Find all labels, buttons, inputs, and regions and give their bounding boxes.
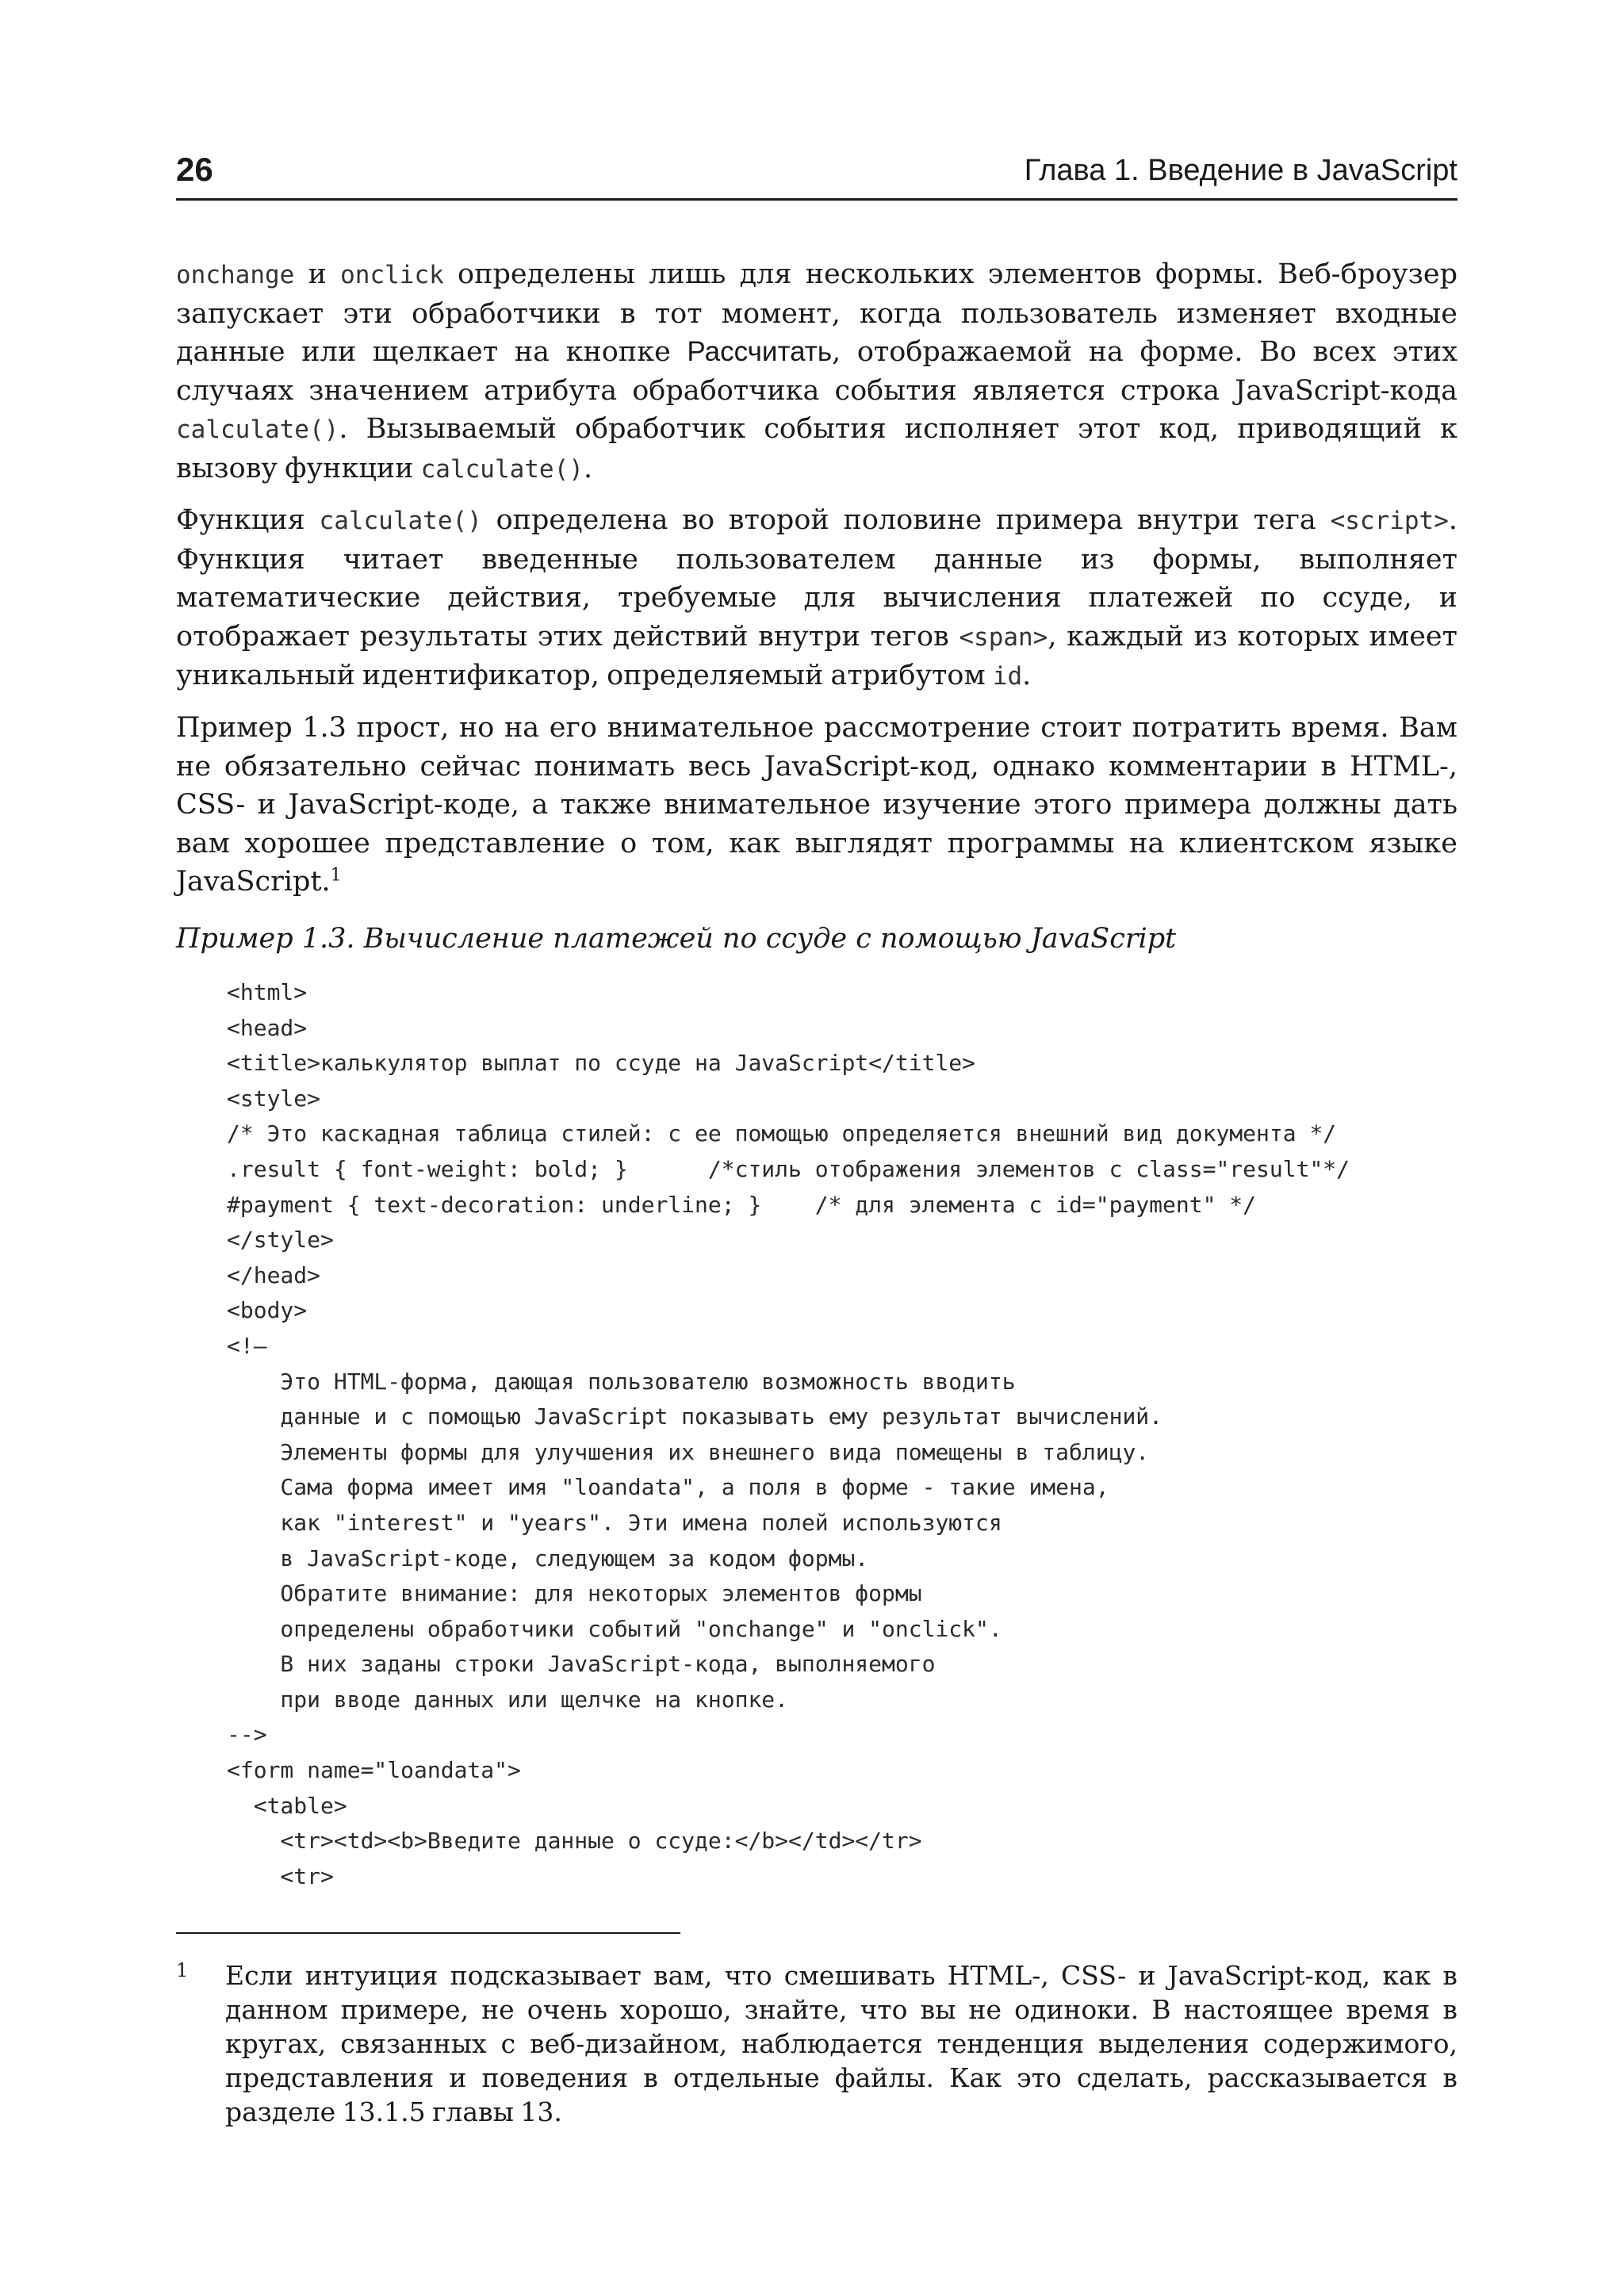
footnote-divider xyxy=(176,1932,680,1934)
code-line: <title>калькулятор выплат по ссуде на JavaScript</title> xyxy=(227,1050,976,1077)
code-line: /* Это каскадная таблица стилей: с ее помощью определяется внешний вид документа */ xyxy=(227,1120,1337,1147)
code-line: при вводе данных или щелчке на кнопке. xyxy=(227,1686,789,1713)
code-line: <tr> xyxy=(227,1862,334,1889)
code-listing xyxy=(227,975,1464,1894)
code-line: <head> xyxy=(227,1014,308,1041)
inline-code-id: id xyxy=(992,662,1023,691)
paragraph-2-text-2: определена во второй половине примера внутри тега xyxy=(481,504,1331,536)
code-line: <table> xyxy=(227,1792,347,1819)
example-caption: Пример 1.3. Вычисление платежей по ссуде с помощью JavaScript xyxy=(176,923,1177,955)
code-line: данные и с помощью JavaScript показывать ему результат вычислений. xyxy=(227,1403,1163,1430)
code-line: <form name="loandata"> xyxy=(227,1757,521,1784)
code-line: Элементы формы для улучшения их внешнего вида помещены в таблицу. xyxy=(227,1438,1150,1465)
footnote-text: Если интуиция подсказывает вам, что смешивать HTML-, CSS- и JavaScript-код, как в данном примере, не очень хорошо, знайте, что вы не одиноки. В настоящее время в кругах, связанных с веб-дизайном, наблюдается тенденция выделения содержимого, представления и поведения в отдельные файлы. Как это сделать, рассказывается в разделе 13.1.5 главы 13. xyxy=(225,1960,1457,2127)
paragraph-1 xyxy=(176,255,1457,488)
inline-code-calculate: calculate() xyxy=(319,507,482,535)
paragraph-1-text-4: . Вызываемый обработчик события исполняет этот код, приводящий к вызову функции xyxy=(176,413,1457,484)
code-line: <html> xyxy=(227,979,308,1005)
running-title: Глава 1. Введение в JavaScript xyxy=(1024,154,1457,187)
page-header xyxy=(176,147,1457,201)
code-line: </style> xyxy=(227,1227,334,1254)
paragraph-3 xyxy=(176,709,1457,902)
paragraph-2-text-3: . Функция читает введенные пользователем данные из формы, выполняет математические действия, требуемые для вычисления платежей по ссуде, и отображает результаты этих действий внутри тегов xyxy=(176,504,1458,653)
inline-code-onclick: onclick xyxy=(340,261,444,289)
paragraph-1-text-2: определены лишь для нескольких элементов формы. Веб-броузер запускает эти обработчики в тот момент, когда пользователь изменяет входные данные или щелкает на кнопке xyxy=(176,258,1457,368)
code-line: </head> xyxy=(227,1261,321,1288)
code-line: #payment { text-decoration: underline; } /* для элемента с id="payment" */ xyxy=(227,1191,1257,1218)
code-line: Сама форма имеет имя "loandata", а поля в форме - такие имена, xyxy=(227,1474,1109,1501)
code-line: <!– xyxy=(227,1332,267,1359)
code-line: В них заданы строки JavaScript-кода, выполняемого xyxy=(227,1651,936,1678)
code-line: Обратите внимание: для некоторых элементов формы xyxy=(227,1580,922,1607)
code-line: .result { font-weight: bold; } /*стиль отображения элементов с class="result"*/ xyxy=(227,1155,1350,1182)
inline-code-onchange: onchange xyxy=(176,261,295,289)
paragraph-2-text-4: , каждый из которых имеет уникальный идентификатор, определяемый атрибутом xyxy=(176,620,1457,691)
code-line: Это HTML-форма, дающая пользователю возможность вводить xyxy=(227,1368,1016,1395)
inline-code-calculate: calculate() xyxy=(176,415,339,444)
code-line: <style> xyxy=(227,1085,321,1112)
button-name-reference: Рассчитать xyxy=(687,336,833,367)
page-number: 26 xyxy=(176,151,213,188)
footnote-reference[interactable]: 1 xyxy=(330,865,342,886)
code-line: как "interest" и "years". Эти имена полей используются xyxy=(227,1509,1002,1536)
footnote-mark: 1 xyxy=(176,1959,189,1981)
code-line: <tr><td><b>Введите данные о ссуде:</b></td></tr> xyxy=(227,1828,922,1855)
inline-code-script-tag: <script> xyxy=(1330,507,1449,535)
paragraph-2-text-1: Функция xyxy=(176,504,320,536)
footnote xyxy=(176,1958,1457,2129)
code-line: <body> xyxy=(227,1297,308,1324)
code-line: в JavaScript-коде, следующем за кодом формы. xyxy=(227,1545,869,1571)
paragraph-3-text: Пример 1.3 прост, но на его внимательное рассмотрение стоит потратить время. Вам не обязательно сейчас понимать весь JavaScript-код, однако комментарии в HTML-, CSS- и JavaScript-коде, а также внимательное изучение этого примера должны дать вам хорошее представление о том, как выглядят программы на клиентском языке JavaScript. xyxy=(176,712,1457,898)
code-line: определены обработчики событий "onchange" и "onclick". xyxy=(227,1615,1002,1642)
paragraph-1-text-1: и xyxy=(294,258,341,290)
paragraph-1-text-3: , отображаемой на форме. Во всех этих случаях значением атрибута обработчика события является строка JavaScript-кода xyxy=(176,336,1457,407)
inline-code-span-tag: <span> xyxy=(959,622,1048,652)
inline-code-calculate: calculate() xyxy=(420,454,584,484)
paragraph-2-text-5: . xyxy=(1022,660,1032,691)
paragraph-1-text-5: . xyxy=(583,452,593,484)
paragraph-2 xyxy=(176,501,1457,696)
code-line: --> xyxy=(227,1721,267,1748)
